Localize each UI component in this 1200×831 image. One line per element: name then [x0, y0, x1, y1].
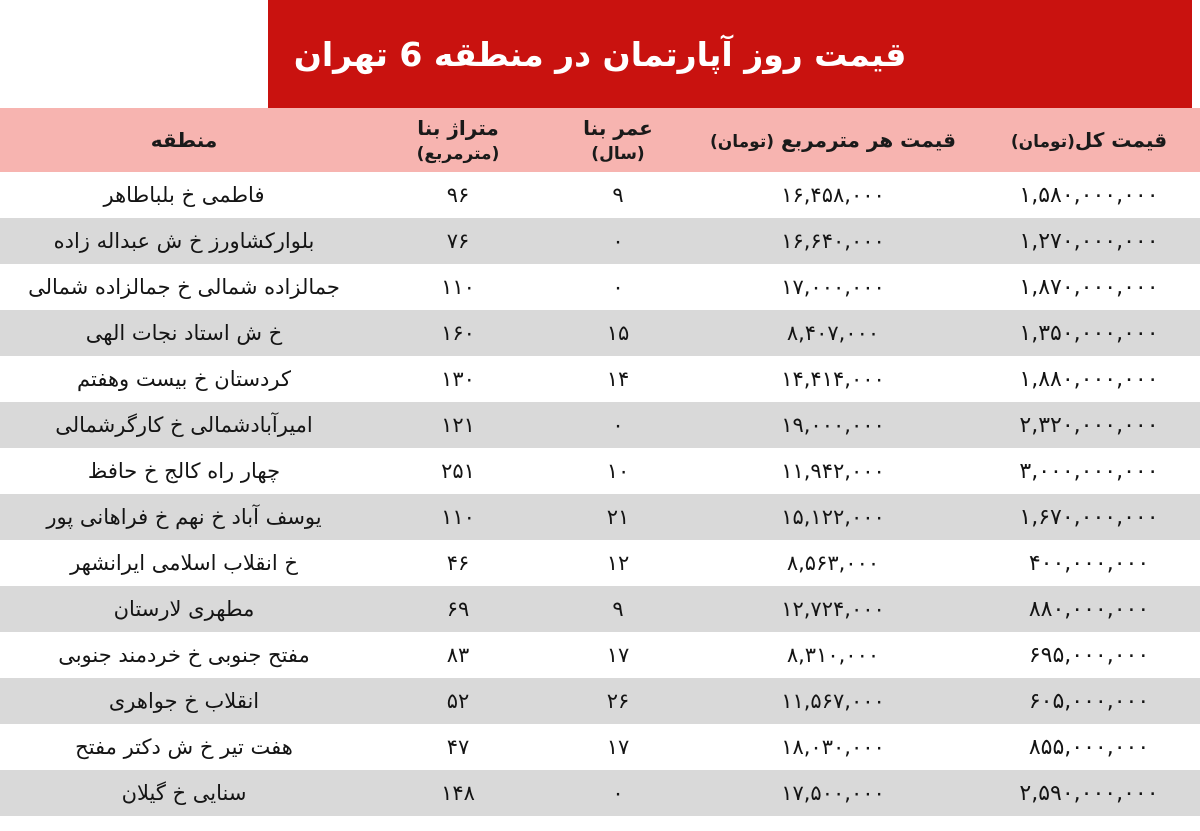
- cell-age: ۹: [548, 586, 688, 632]
- cell-total-price: ۱,۸۷۰,۰۰۰,۰۰۰: [978, 264, 1200, 310]
- cell-total-price: ۶۰۵,۰۰۰,۰۰۰: [978, 678, 1200, 724]
- cell-area: ۱۲۱: [368, 402, 548, 448]
- cell-region: فاطمی خ بلباطاهر: [0, 172, 368, 218]
- header-right-spacer: [1192, 0, 1200, 108]
- cell-unit-price: ۱۵,۱۲۲,۰۰۰: [688, 494, 978, 540]
- cell-area: ۱۱۰: [368, 494, 548, 540]
- cell-total-price: ۶۹۵,۰۰۰,۰۰۰: [978, 632, 1200, 678]
- cell-unit-price: ۸,۴۰۷,۰۰۰: [688, 310, 978, 356]
- column-header-age: [548, 108, 688, 172]
- cell-unit-price: ۱۴,۴۱۴,۰۰۰: [688, 356, 978, 402]
- cell-unit-price: ۱۶,۴۵۸,۰۰۰: [688, 172, 978, 218]
- table-row: [0, 540, 1200, 586]
- cell-unit-price: ۱۷,۵۰۰,۰۰۰: [688, 770, 978, 816]
- cell-age: ۱۴: [548, 356, 688, 402]
- column-header-total-price-unit: (تومان): [1010, 132, 1075, 152]
- cell-age: ۱۰: [548, 448, 688, 494]
- column-header-age-label: عمر بنا: [583, 116, 653, 140]
- column-header-total-price: [978, 108, 1200, 172]
- cell-area: ۲۵۱: [368, 448, 548, 494]
- column-header-area-unit: (مترمربع): [416, 144, 500, 164]
- cell-age: ۲۱: [548, 494, 688, 540]
- cell-age: ۰: [548, 218, 688, 264]
- cell-age: ۱۲: [548, 540, 688, 586]
- column-header-region: [0, 108, 368, 172]
- cell-region: جمالزاده شمالی خ جمالزاده شمالی: [0, 264, 368, 310]
- table-row: [0, 264, 1200, 310]
- column-header-area-label: متراژ بنا: [417, 116, 499, 140]
- column-header-total-price-label: قیمت کل: [1074, 128, 1168, 152]
- cell-unit-price: ۱۱,۹۴۲,۰۰۰: [688, 448, 978, 494]
- cell-unit-price: ۱۸,۰۳۰,۰۰۰: [688, 724, 978, 770]
- cell-total-price: ۱,۲۷۰,۰۰۰,۰۰۰: [978, 218, 1200, 264]
- cell-unit-price: ۱۷,۰۰۰,۰۰۰: [688, 264, 978, 310]
- cell-region: یوسف آباد خ نهم خ فراهانی پور: [0, 494, 368, 540]
- table-row: [0, 632, 1200, 678]
- cell-unit-price: ۸,۵۶۳,۰۰۰: [688, 540, 978, 586]
- cell-unit-price: ۱۲,۷۲۴,۰۰۰: [688, 586, 978, 632]
- cell-total-price: ۴۰۰,۰۰۰,۰۰۰: [978, 540, 1200, 586]
- cell-age: ۱۵: [548, 310, 688, 356]
- cell-unit-price: ۱۹,۰۰۰,۰۰۰: [688, 402, 978, 448]
- cell-region: بلوارکشاورز خ ش عبداله زاده: [0, 218, 368, 264]
- table-row: [0, 310, 1200, 356]
- cell-total-price: ۱,۵۸۰,۰۰۰,۰۰۰: [978, 172, 1200, 218]
- cell-total-price: ۱,۳۵۰,۰۰۰,۰۰۰: [978, 310, 1200, 356]
- table-row: [0, 678, 1200, 724]
- cell-area: ۶۹: [368, 586, 548, 632]
- column-header-unit-price-unit: (تومان): [709, 132, 774, 152]
- cell-area: ۱۱۰: [368, 264, 548, 310]
- cell-age: ۲۶: [548, 678, 688, 724]
- page-title: قیمت روز آپارتمان در منطقه 6 تهران: [293, 34, 907, 74]
- cell-age: ۱۷: [548, 632, 688, 678]
- cell-age: ۹: [548, 172, 688, 218]
- cell-area: ۸۳: [368, 632, 548, 678]
- cell-area: ۵۲: [368, 678, 548, 724]
- apartment-price-table: [0, 108, 1200, 816]
- cell-age: ۰: [548, 264, 688, 310]
- cell-region: انقلاب خ جواهری: [0, 678, 368, 724]
- cell-total-price: ۸۵۵,۰۰۰,۰۰۰: [978, 724, 1200, 770]
- cell-age: ۰: [548, 402, 688, 448]
- column-header-unit-price: [688, 108, 978, 172]
- cell-region: مفتح جنوبی خ خردمند جنوبی: [0, 632, 368, 678]
- cell-total-price: ۳,۰۰۰,۰۰۰,۰۰۰: [978, 448, 1200, 494]
- cell-area: ۷۶: [368, 218, 548, 264]
- table-row: [0, 586, 1200, 632]
- cell-area: ۴۷: [368, 724, 548, 770]
- cell-area: ۹۶: [368, 172, 548, 218]
- cell-age: ۱۷: [548, 724, 688, 770]
- table-row: [0, 218, 1200, 264]
- cell-total-price: ۱,۶۷۰,۰۰۰,۰۰۰: [978, 494, 1200, 540]
- cell-age: ۰: [548, 770, 688, 816]
- cell-unit-price: ۸,۳۱۰,۰۰۰: [688, 632, 978, 678]
- cell-area: ۴۶: [368, 540, 548, 586]
- table-body: [0, 172, 1200, 816]
- cell-total-price: ۲,۳۲۰,۰۰۰,۰۰۰: [978, 402, 1200, 448]
- cell-region: مطهری لارستان: [0, 586, 368, 632]
- table-header: [0, 108, 1200, 172]
- cell-total-price: ۸۸۰,۰۰۰,۰۰۰: [978, 586, 1200, 632]
- table-row: [0, 402, 1200, 448]
- cell-region: خ ش استاد نجات الهی: [0, 310, 368, 356]
- table-row: [0, 172, 1200, 218]
- cell-area: ۱۶۰: [368, 310, 548, 356]
- cell-area: ۱۳۰: [368, 356, 548, 402]
- table-row: [0, 724, 1200, 770]
- cell-unit-price: ۱۱,۵۶۷,۰۰۰: [688, 678, 978, 724]
- cell-area: ۱۴۸: [368, 770, 548, 816]
- table-row: [0, 770, 1200, 816]
- header-left-spacer: [0, 0, 268, 108]
- cell-region: خ انقلاب اسلامی ایرانشهر: [0, 540, 368, 586]
- cell-region: کردستان خ بیست وهفتم: [0, 356, 368, 402]
- page-header: [0, 0, 1200, 108]
- cell-region: چهار راه کالج خ حافظ: [0, 448, 368, 494]
- cell-total-price: ۱,۸۸۰,۰۰۰,۰۰۰: [978, 356, 1200, 402]
- table-row: [0, 494, 1200, 540]
- column-header-region-label: منطقه: [150, 128, 218, 152]
- cell-region: امیرآبادشمالی خ کارگرشمالی: [0, 402, 368, 448]
- column-header-unit-price-label: قیمت هر مترمربع: [780, 128, 957, 152]
- cell-total-price: ۲,۵۹۰,۰۰۰,۰۰۰: [978, 770, 1200, 816]
- cell-region: هفت تیر خ ش دکتر مفتح: [0, 724, 368, 770]
- column-header-age-unit: (سال): [591, 144, 645, 164]
- table-header-row: [0, 108, 1200, 172]
- cell-region: سنایی خ گیلان: [0, 770, 368, 816]
- table-row: [0, 448, 1200, 494]
- column-header-area: [368, 108, 548, 172]
- table-row: [0, 356, 1200, 402]
- cell-unit-price: ۱۶,۶۴۰,۰۰۰: [688, 218, 978, 264]
